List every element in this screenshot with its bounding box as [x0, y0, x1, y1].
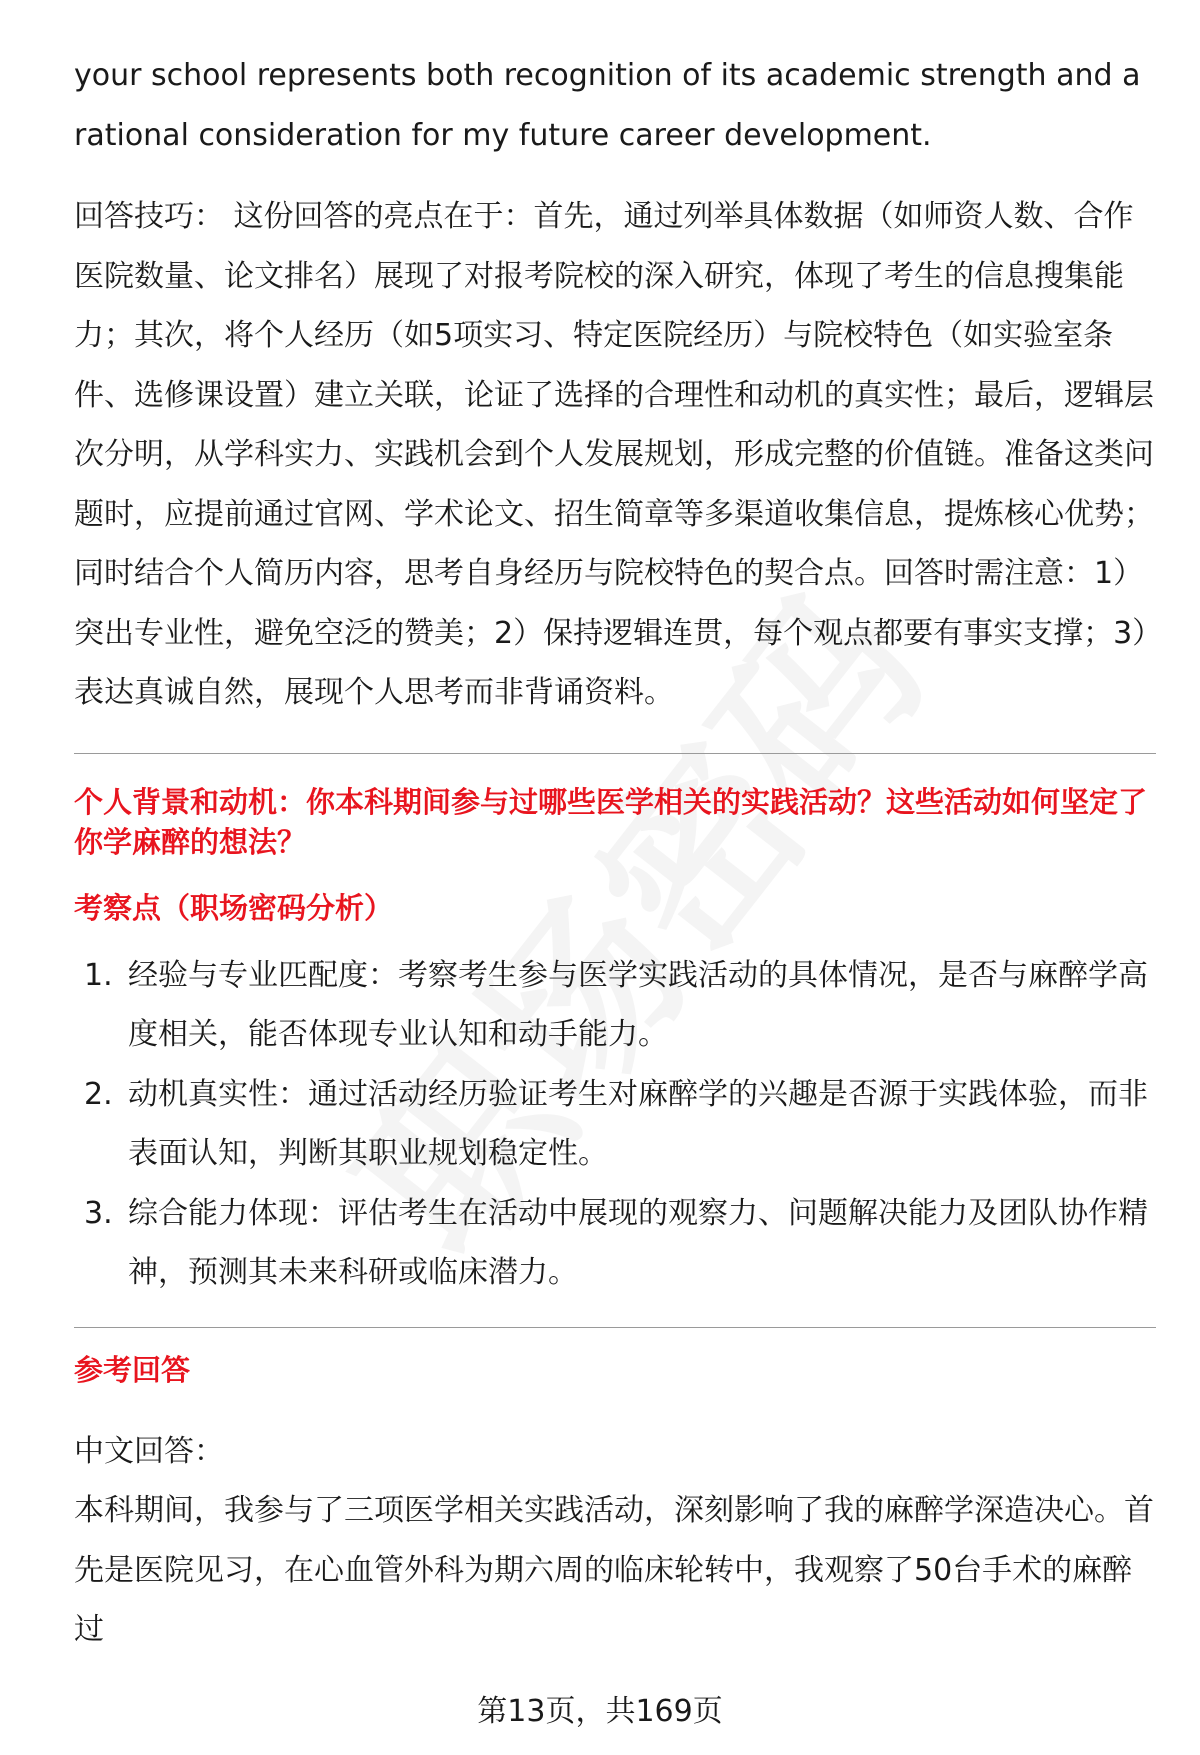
- list-item: [74, 1184, 1156, 1303]
- list-number: 1.: [84, 957, 113, 993]
- divider: [74, 1327, 1156, 1328]
- list-number: 2.: [84, 1076, 113, 1112]
- list-text: 动机真实性：通过活动经历验证考生对麻醉学的兴趣是否源于实践体验，而非表面认知，判断其职业规划稳定性。: [128, 1076, 1148, 1171]
- page-footer: 第13页，共169页: [477, 1694, 723, 1729]
- list-text: 综合能力体现：评估考生在活动中展现的观察力、问题解决能力及团队协作精神，预测其未来科研或临床潜力。: [128, 1195, 1148, 1290]
- question-heading: 个人背景和动机：你本科期间参与过哪些医学相关的实践活动？这些活动如何坚定了你学麻醉的想法？: [74, 784, 1148, 859]
- intro-line-1: your school represents both recognition of its academic strength and a: [74, 58, 1141, 93]
- document-page: [74, 46, 1156, 1660]
- list-item: [74, 1065, 1156, 1184]
- analysis-heading: 考察点（职场密码分析）: [74, 890, 394, 925]
- analysis-list: [74, 946, 1156, 1303]
- reference-heading: 参考回答: [74, 1352, 191, 1387]
- list-text: 经验与专业匹配度：考察考生参与医学实践活动的具体情况，是否与麻醉学高度相关，能否体现专业认知和动手能力。: [128, 957, 1148, 1052]
- list-number: 3.: [84, 1195, 113, 1231]
- intro-line-2: rational consideration for my future career development.: [74, 117, 932, 153]
- list-item: [74, 946, 1156, 1065]
- chinese-answer-label: 中文回答：: [74, 1433, 224, 1469]
- reference-body: 本科期间，我参与了三项医学相关实践活动，深刻影响了我的麻醉学深造决心。首先是医院见习，在心血管外科为期六周的临床轮转中，我观察了50台手术的麻醉过: [74, 1493, 1154, 1647]
- intro-paragraph: [74, 46, 1156, 165]
- tips-paragraph: 回答技巧： 这份回答的亮点在于：首先，通过列举具体数据（如师资人数、合作医院数量、论文排名）展现了对报考院校的深入研究，体现了考生的信息搜集能力；其次，将个人经历（如5项实习、特定医院经历）与院校特色（如实验室条件、选修课设置）建立关联，论证了选择的合理性和动机的真实性；最后，逻辑层次分明，从学科实力、实践机会到个人发展规划，形成完整的价值链。准备这类问题时，应提前通过官网、学术论文、招生简章等多渠道收集信息，提炼核心优势；同时结合个人简历内容，思考自身经历与院校特色的契合点。回答时需注意：1）突出专业性，避免空泛的赞美；2）保持逻辑连贯，每个观点都要有事实支撑；3）表达真诚自然，展现个人思考而非背诵资料。: [74, 199, 1154, 710]
- divider: [74, 753, 1156, 754]
